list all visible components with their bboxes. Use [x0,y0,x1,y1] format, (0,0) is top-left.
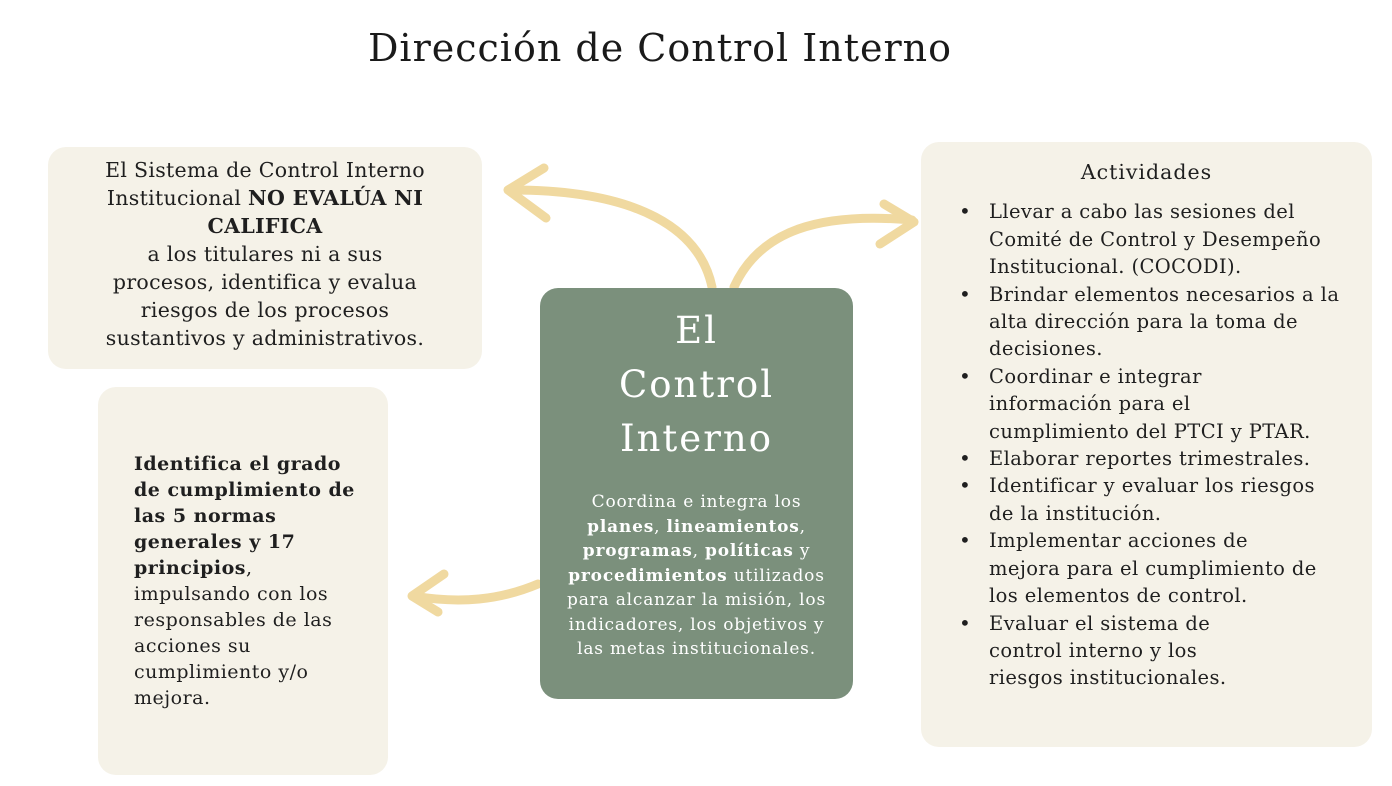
compliance-box [98,387,388,775]
page-title: Dirección de Control Interno [367,26,953,70]
text-line: cumplimiento y/o [134,661,309,683]
activity-line: control interno y los [989,638,1198,662]
activities-box [921,142,1372,747]
text-line: impulsando con los [134,583,329,605]
activity-line: mejora para el cumplimiento de [989,556,1317,580]
text-line: sustantivos y administrativos. [105,326,425,350]
text-line: responsables de las [134,609,333,631]
activity-line: • Brindar elementos necesarios a la [989,282,1340,306]
center-description: Coordina e integra los planes, lineamientos, programas, políticas y procedimientos utilizados para alcanzar la misión, los indicadores, los objetivos y las metas institucionales. [567,492,826,659]
activity-line: Institucional. (COCODI). [989,255,1242,279]
text-line: mejora. [134,687,211,709]
text-line: a los titulares ni a sus [147,242,383,266]
activity-line: cumplimiento del PTCI y PTAR. [989,419,1311,443]
activity-item [989,445,1372,472]
activity-item [989,198,1372,280]
activity-line: alta dirección para la toma de [989,310,1298,334]
text-line: de cumplimiento de [134,479,355,501]
activity-line: • Llevar a cabo las sesiones del [989,200,1295,224]
arrow-to-activities [734,218,912,287]
text-line: principios, [134,557,253,579]
text-line: acciones su [134,635,251,657]
text-line: procesos, identifica y evalua [112,270,418,294]
activities-list [921,198,1372,691]
control-interno-center-box [540,288,853,699]
arrow-head-bottom-left [412,574,444,612]
arrow-head-activities [880,204,914,244]
text-line: las 5 normas [134,505,277,527]
activity-line: • Elaborar reportes trimestrales. [989,447,1311,471]
text-line: Institucional NO EVALÚA NI [106,186,424,210]
text-line: Identifica el grado [134,453,341,475]
text-line: CALIFICA [207,214,323,238]
activity-line: • Coordinar e integrar [989,364,1202,388]
activity-line: decisiones. [989,337,1103,361]
activity-line: información para el [989,392,1191,416]
system-description-box [48,147,482,369]
activity-item [989,472,1372,527]
activity-line: los elementos de control. [989,584,1248,608]
activity-line: • Implementar acciones de [989,529,1248,553]
activity-item [989,610,1372,692]
activity-item [989,363,1372,445]
activity-item [989,281,1372,363]
text-line: riesgos de los procesos [140,298,390,322]
activities-title: Actividades [1080,160,1213,184]
text-line: generales y 17 [134,531,296,553]
text-line: El Sistema de Control Interno [105,158,425,182]
activity-line: de la institución. [989,501,1162,525]
activity-line: • Evaluar el sistema de [989,611,1211,635]
activity-line: riesgos institucionales. [989,666,1227,690]
activity-item [989,527,1372,609]
center-heading: El Control Interno [618,309,775,460]
arrow-to-top-left [512,190,712,287]
activity-line: • Identificar y evaluar los riesgos [989,474,1315,498]
activity-line: Comité de Control y Desempeño [989,227,1322,251]
